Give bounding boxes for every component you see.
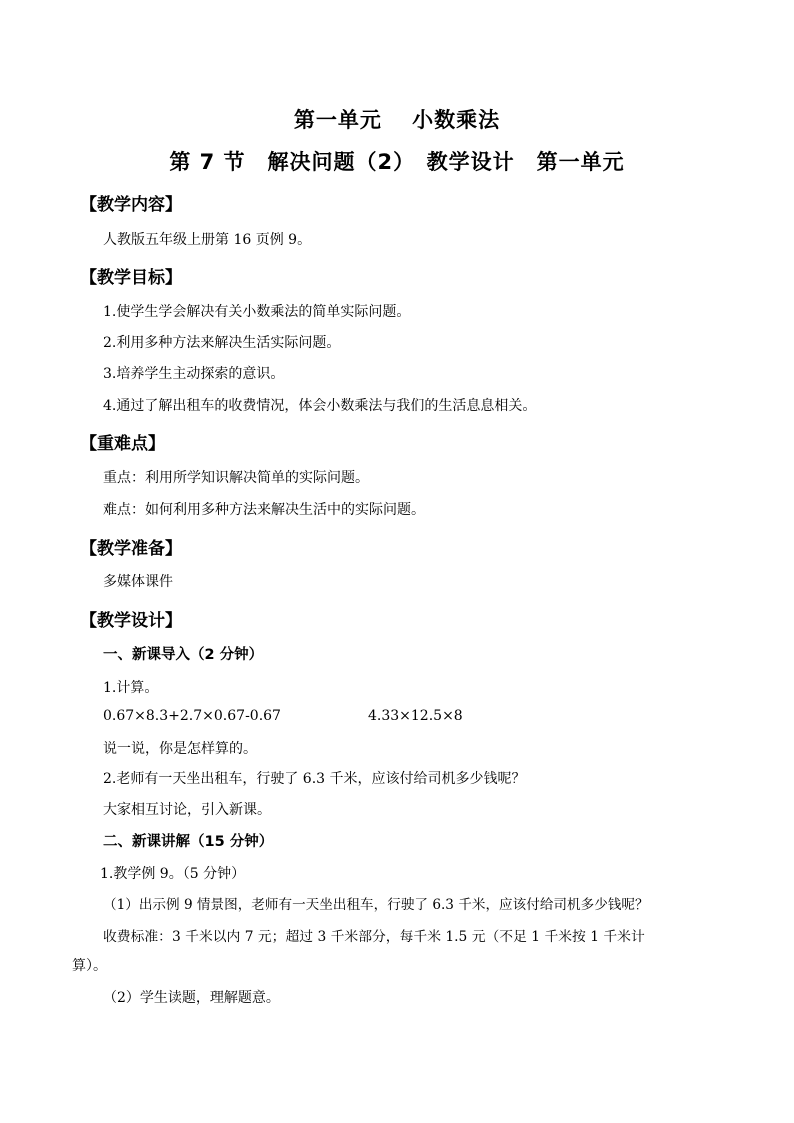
difficult-point: 难点：如何利用多种方法来解决生活中的实际问题。 (103, 502, 425, 518)
example-label: 1.教学例 9。（5 分钟） (100, 866, 246, 882)
goal-item: 1.使学生学会解决有关小数乘法的简单实际问题。 (103, 304, 411, 320)
part2-title: 二、新课讲解（15 分钟） (103, 834, 274, 850)
step-1-text: （1）出示例 9 情景图，老师有一天坐出租车，行驶了 6.3 千米，应该付给司机多少钱呢？ (103, 897, 649, 913)
section-heading-goals: 【教学目标】 (80, 268, 182, 288)
section-heading-key-points: 【重难点】 (80, 434, 165, 454)
section-heading-design: 【教学设计】 (80, 611, 182, 631)
content-text: 人教版五年级上册第 16 页例 9。 (103, 232, 312, 248)
say-text: 说一说，你是怎样算的。 (103, 741, 257, 757)
discuss-text: 大家相互讨论，引入新课。 (103, 802, 271, 818)
key-point: 重点：利用所学知识解决简单的实际问题。 (103, 470, 369, 486)
calc-expression-1: 0.67×8.3+2.7×0.67-0.67 (103, 708, 281, 724)
part1-title: 一、新课导入（2 分钟） (103, 647, 264, 663)
fee-standard-line-cont: 算）。 (72, 958, 107, 974)
goal-item: 3.培养学生主动探索的意识。 (103, 366, 285, 382)
lesson-title: 第 7 节 解决问题（2） 教学设计 第一单元 (169, 150, 625, 174)
calc-label: 1.计算。 (103, 680, 159, 696)
section-heading-prep: 【教学准备】 (80, 539, 182, 559)
calc-expression-2: 4.33×12.5×8 (368, 708, 463, 724)
section-heading-content: 【教学内容】 (80, 195, 182, 215)
step-2-text: （2）学生读题，理解题意。 (103, 990, 280, 1006)
goal-item: 4.通过了解出租车的收费情况，体会小数乘法与我们的生活息息相关。 (103, 398, 537, 414)
goal-item: 2.利用多种方法来解决生活实际问题。 (103, 335, 341, 351)
document-title: 第一单元 小数乘法 (293, 108, 501, 132)
fee-standard-line: 收费标准：3 千米以内 7 元；超过 3 千米部分，每千米 1.5 元（不足 1 千米按 1 千米计 (103, 929, 645, 945)
prep-text: 多媒体课件 (103, 574, 173, 590)
question-text: 2.老师有一天坐出租车，行驶了 6.3 千米，应该付给司机多少钱呢？ (103, 771, 526, 787)
